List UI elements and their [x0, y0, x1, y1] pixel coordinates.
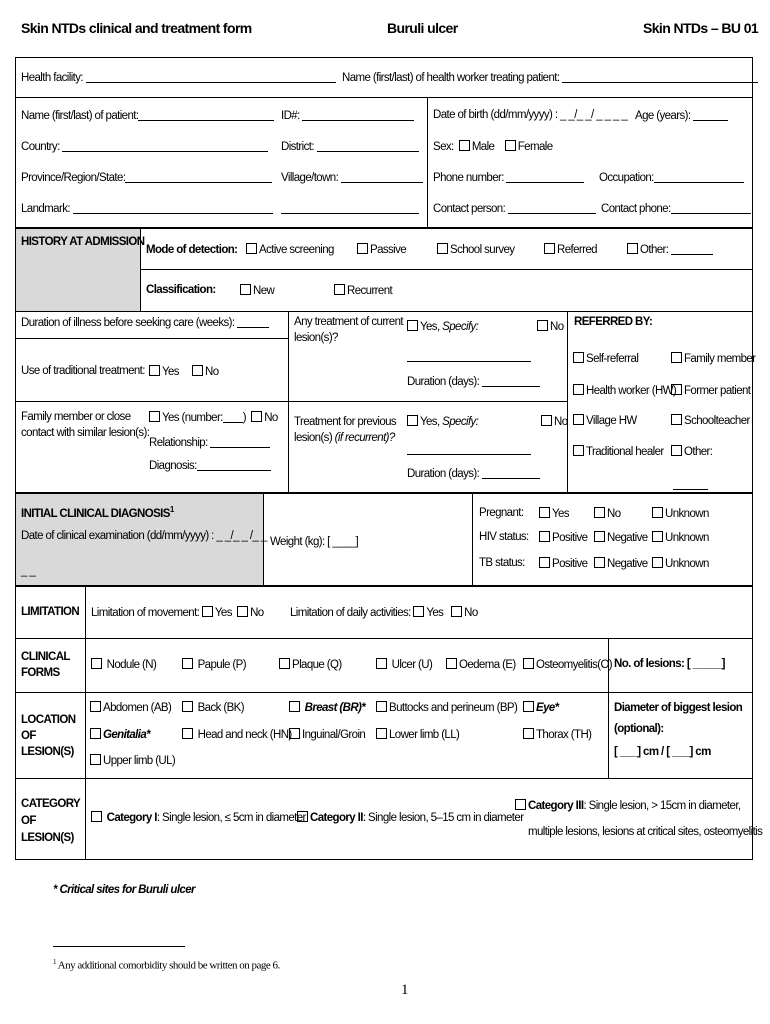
contact-phone-label: Contact phone: — [601, 203, 671, 215]
any-treatment-yes-checkbox[interactable] — [407, 320, 418, 331]
new-label: New — [253, 285, 275, 297]
new-checkbox[interactable] — [240, 284, 251, 295]
weight-field[interactable]: Weight (kg): [ ____] — [270, 536, 359, 548]
mode-label: Mode of detection: — [146, 244, 238, 256]
traditional-label: Use of traditional treatment: — [21, 365, 145, 377]
papule-label: Papule (P) — [197, 659, 246, 671]
category-title-1: CATEGORY — [21, 798, 81, 810]
tb-negative-checkbox[interactable] — [594, 557, 605, 568]
diameter-label-1: Diameter of biggest lesion — [614, 702, 743, 714]
id-field[interactable] — [302, 109, 414, 121]
clinical-title-1: CLINICAL — [21, 651, 70, 663]
category-1-text: : Single lesion, ≤ 5cm in diameter — [156, 812, 306, 824]
patient-name-field[interactable] — [138, 109, 274, 121]
pregnant-no-label: No — [607, 508, 621, 520]
tb-label: TB status: — [479, 557, 525, 569]
daily-yes-label: Yes — [426, 607, 444, 619]
inguinal-checkbox[interactable] — [289, 728, 300, 739]
tb-unknown-checkbox[interactable] — [652, 557, 663, 568]
initial-diagnosis-sup: 1 — [169, 505, 174, 514]
age-label: Age (years): — [635, 110, 691, 122]
female-label: Female — [517, 141, 553, 153]
family-yes-checkbox[interactable] — [149, 411, 160, 422]
province-field[interactable] — [125, 171, 272, 183]
duration-illness-label: Duration of illness before seeking care (weeks): — [21, 317, 235, 329]
prev-treatment-duration-field[interactable] — [482, 467, 540, 479]
village-label: Village/town: — [281, 172, 339, 184]
hiv-positive-label: Positive — [552, 532, 588, 544]
daily-yes-checkbox[interactable] — [413, 606, 424, 617]
any-treatment-no-label: No — [550, 321, 564, 333]
tb-unknown-label: Unknown — [665, 558, 709, 570]
traditional-healer-label: Traditional healer — [586, 446, 664, 458]
health-facility-label: Health facility: — [21, 72, 83, 84]
disease-title: Buruli ulcer — [387, 20, 458, 36]
osteomyelitis-label: Osteomyelitis(O) — [536, 659, 613, 671]
female-checkbox[interactable] — [505, 140, 516, 151]
family-label-1: Family member or close — [21, 411, 131, 423]
footnote-sup: 1 — [53, 958, 56, 966]
prev-treatment-specify-field[interactable] — [407, 443, 531, 455]
passive-checkbox[interactable] — [357, 243, 368, 254]
village-hw-label: Village HW — [586, 415, 637, 427]
other-detection-label: Other: — [640, 244, 669, 256]
health-facility-field[interactable] — [86, 71, 336, 83]
patient-name-label: Name (first/last) of patient: — [21, 110, 139, 122]
any-treatment-no-checkbox[interactable] — [537, 320, 548, 331]
contact-person-field[interactable] — [508, 202, 596, 214]
hiv-negative-label: Negative — [607, 532, 648, 544]
pregnant-yes-checkbox[interactable] — [539, 507, 550, 518]
papule-checkbox[interactable] — [182, 658, 193, 669]
pregnant-no-checkbox[interactable] — [594, 507, 605, 518]
form-code: Skin NTDs – BU 01 — [643, 20, 759, 36]
hiv-unknown-checkbox[interactable] — [652, 531, 663, 542]
movement-yes-checkbox[interactable] — [202, 606, 213, 617]
any-treatment-specify-label: Specify: — [442, 321, 479, 333]
active-screening-label: Active screening — [259, 244, 334, 256]
contact-phone-field[interactable] — [671, 202, 751, 214]
hiv-positive-checkbox[interactable] — [539, 531, 550, 542]
relationship-field[interactable] — [210, 436, 270, 448]
diagnosis-field[interactable] — [197, 459, 271, 471]
category-2-text: : Single lesion, 5–15 cm in diameter — [362, 812, 524, 824]
genitalia-checkbox[interactable] — [90, 728, 101, 739]
former-patient-label: Former patient — [684, 385, 751, 397]
oedema-checkbox[interactable] — [446, 658, 457, 669]
pregnant-label: Pregnant: — [479, 507, 524, 519]
landmark-field[interactable] — [73, 202, 273, 214]
prev-treatment-label-2a: lesion(s) — [294, 432, 333, 444]
family-label-2: contact with similar lesion(s): — [21, 427, 150, 439]
age-field[interactable] — [693, 109, 728, 121]
phone-label: Phone number: — [433, 172, 504, 184]
id-label: ID#: — [281, 110, 300, 122]
daily-no-label: No — [464, 607, 478, 619]
genitalia-label: Genitalia* — [103, 729, 151, 741]
traditional-healer-checkbox[interactable] — [573, 445, 584, 456]
category-2-checkbox[interactable] — [297, 811, 308, 822]
any-treatment-yes-label: Yes, — [420, 321, 440, 333]
category-3-checkbox[interactable] — [515, 799, 526, 810]
landmark-field-2[interactable] — [281, 202, 419, 214]
former-patient-checkbox[interactable] — [671, 384, 682, 395]
abdomen-label: Abdomen (AB) — [103, 702, 172, 714]
tb-positive-label: Positive — [552, 558, 588, 570]
movement-label: Limitation of movement: — [91, 607, 200, 619]
any-treatment-label-1: Any treatment of current — [294, 316, 403, 328]
hiv-label: HIV status: — [479, 531, 529, 543]
health-worker-label: Health worker (HW) — [586, 385, 677, 397]
prev-treatment-no-label: No — [554, 416, 568, 428]
hiv-negative-checkbox[interactable] — [594, 531, 605, 542]
lower-limb-label: Lower limb (LL) — [389, 729, 460, 741]
buttocks-label: Buttocks and perineum (BP) — [389, 702, 518, 714]
footnote-text: Any additional comorbidity should be written on page 6. — [57, 959, 280, 972]
active-screening-checkbox[interactable] — [246, 243, 257, 254]
movement-no-checkbox[interactable] — [237, 606, 248, 617]
province-label: Province/Region/State: — [21, 172, 126, 184]
plaque-label: Plaque (Q) — [292, 659, 342, 671]
prev-treatment-specify-label: Specify: — [442, 416, 479, 428]
breast-label: Breast (BR)* — [304, 702, 366, 714]
referred-by-title: REFERRED BY: — [574, 316, 653, 328]
other-detection-field[interactable] — [671, 243, 713, 255]
prev-treatment-label-2b: (if recurrent)? — [334, 432, 395, 444]
inguinal-label: Inguinal/Groin — [302, 729, 366, 741]
diameter-field[interactable]: [ ___] cm / [ ___] cm — [614, 746, 711, 758]
lower-limb-checkbox[interactable] — [376, 728, 387, 739]
initial-diagnosis-title: INITIAL CLINICAL DIAGNOSIS — [21, 507, 170, 520]
phone-field[interactable] — [506, 171, 584, 183]
history-title: HISTORY AT ADMISSION — [21, 236, 145, 248]
country-label: Country: — [21, 141, 60, 153]
daily-label: Limitation of daily activities: — [290, 607, 411, 619]
self-referral-label: Self-referral — [586, 353, 639, 365]
district-label: District: — [281, 141, 314, 153]
form-title: Skin NTDs clinical and treatment form — [21, 20, 252, 36]
category-2-label: Category II — [310, 812, 363, 824]
health-worker-field[interactable] — [562, 71, 758, 83]
prev-treatment-yes-label: Yes, — [420, 416, 440, 428]
other-referral-checkbox[interactable] — [671, 445, 682, 456]
ulcer-checkbox[interactable] — [376, 658, 387, 669]
other-referral-field[interactable] — [673, 478, 708, 490]
referred-checkbox[interactable] — [544, 243, 555, 254]
daily-no-checkbox[interactable] — [451, 606, 462, 617]
upper-limb-label: Upper limb (UL) — [103, 755, 176, 767]
school-survey-label: School survey — [450, 244, 515, 256]
category-1-checkbox[interactable] — [91, 811, 102, 822]
diagnosis-label: Diagnosis: — [149, 460, 197, 472]
family-no-checkbox[interactable] — [251, 411, 262, 422]
category-title-3: LESION(S) — [21, 832, 74, 844]
back-checkbox[interactable] — [182, 701, 193, 712]
movement-no-label: No — [250, 607, 264, 619]
village-field[interactable] — [341, 171, 423, 183]
sex-label: Sex: — [433, 141, 454, 153]
male-label: Male — [471, 141, 495, 153]
dob-field[interactable]: Date of birth (dd/mm/yyyy) : _ _/_ _/ _ _ _ _ — [433, 109, 628, 121]
lesion-count-field[interactable]: No. of lesions: [ _____] — [614, 658, 725, 670]
head-neck-checkbox[interactable] — [182, 728, 193, 739]
category-3-label: Category III — [528, 800, 584, 812]
category-1-label: Category I — [106, 812, 157, 824]
movement-yes-label: Yes — [214, 607, 232, 619]
exam-date-tail: _ _ — [21, 565, 36, 577]
location-title-2: OF — [21, 730, 36, 742]
buttocks-checkbox[interactable] — [376, 701, 387, 712]
upper-limb-checkbox[interactable] — [90, 754, 101, 765]
any-treatment-specify-field[interactable] — [407, 350, 531, 362]
country-field[interactable] — [62, 140, 268, 152]
nodule-checkbox[interactable] — [91, 658, 102, 669]
district-field[interactable] — [317, 140, 419, 152]
any-treatment-duration-field[interactable] — [482, 375, 540, 387]
any-treatment-label-2: lesion(s)? — [294, 332, 338, 344]
other-detection-checkbox[interactable] — [627, 243, 638, 254]
traditional-no-label: No — [205, 366, 219, 378]
prev-treatment-duration-label: Duration (days): — [407, 468, 480, 480]
category-3-text: : Single lesion, > 15cm in diameter, — [583, 800, 741, 812]
thorax-checkbox[interactable] — [523, 728, 534, 739]
health-worker-checkbox[interactable] — [573, 384, 584, 395]
traditional-no-checkbox[interactable] — [192, 365, 203, 376]
hiv-unknown-label: Unknown — [665, 532, 709, 544]
contact-person-label: Contact person: — [433, 203, 506, 215]
recurrent-label: Recurrent — [347, 285, 393, 297]
health-worker-label: Name (first/last) of health worker treating patient: — [342, 72, 560, 84]
school-survey-checkbox[interactable] — [437, 243, 448, 254]
referred-label: Referred — [557, 244, 597, 256]
pregnant-yes-label: Yes — [552, 508, 569, 520]
any-treatment-duration-label: Duration (days): — [407, 376, 480, 388]
pregnant-unknown-checkbox[interactable] — [652, 507, 663, 518]
oedema-label: Oedema (E) — [459, 659, 516, 671]
location-title-3: LESION(S) — [21, 746, 74, 758]
exam-date-field[interactable]: Date of clinical examination (dd/mm/yyyy) : _ _/_ _ /_ _ — [21, 530, 267, 542]
limitation-title: LIMITATION — [21, 606, 80, 618]
duration-illness-field[interactable] — [237, 316, 269, 328]
occupation-label: Occupation: — [599, 172, 654, 184]
clinical-title-2: FORMS — [21, 667, 60, 679]
prev-treatment-label-1: Treatment for previous — [294, 416, 397, 428]
diameter-label-2: (optional): — [614, 723, 664, 735]
back-label: Back (BK) — [197, 702, 244, 714]
pregnant-unknown-label: Unknown — [665, 508, 709, 520]
family-no-label: No — [264, 412, 278, 424]
plaque-checkbox[interactable] — [279, 658, 290, 669]
family-number-field[interactable] — [223, 411, 243, 423]
village-hw-checkbox[interactable] — [573, 414, 584, 425]
traditional-yes-label: Yes — [162, 366, 179, 378]
osteomyelitis-checkbox[interactable] — [523, 658, 534, 669]
self-referral-checkbox[interactable] — [573, 352, 584, 363]
tb-negative-label: Negative — [607, 558, 648, 570]
landmark-label: Landmark: — [21, 203, 70, 215]
category-3-text-2: multiple lesions, lesions at critical sites, osteomyelitis — [528, 826, 763, 838]
nodule-label: Nodule (N) — [106, 659, 157, 671]
occupation-field[interactable] — [654, 171, 744, 183]
head-neck-label: Head and neck (HN) — [197, 729, 292, 741]
category-title-2: OF — [21, 815, 36, 827]
passive-label: Passive — [370, 244, 407, 256]
family-yes-label: Yes (number: — [162, 412, 223, 424]
thorax-label: Thorax (TH) — [536, 729, 592, 741]
other-referral-label: Other: — [684, 446, 713, 458]
traditional-yes-checkbox[interactable] — [149, 365, 160, 376]
family-member-checkbox[interactable] — [671, 352, 682, 363]
schoolteacher-checkbox[interactable] — [671, 414, 682, 425]
eye-label: Eye* — [536, 702, 559, 714]
breast-checkbox[interactable] — [289, 701, 300, 712]
ulcer-label: Ulcer (U) — [391, 659, 433, 671]
location-title-1: LOCATION — [21, 714, 76, 726]
family-member-label: Family member — [684, 353, 756, 365]
schoolteacher-label: Schoolteacher — [684, 415, 750, 427]
prev-treatment-no-checkbox[interactable] — [541, 415, 552, 426]
prev-treatment-yes-checkbox[interactable] — [407, 415, 418, 426]
page-number: 1 — [401, 982, 408, 998]
male-checkbox[interactable] — [459, 140, 470, 151]
recurrent-checkbox[interactable] — [334, 284, 345, 295]
tb-positive-checkbox[interactable] — [539, 557, 550, 568]
abdomen-checkbox[interactable] — [90, 701, 101, 712]
classification-label: Classification: — [146, 284, 216, 296]
eye-checkbox[interactable] — [523, 701, 534, 712]
relationship-label: Relationship: — [149, 437, 208, 449]
critical-sites-note: * Critical sites for Buruli ulcer — [53, 884, 195, 896]
